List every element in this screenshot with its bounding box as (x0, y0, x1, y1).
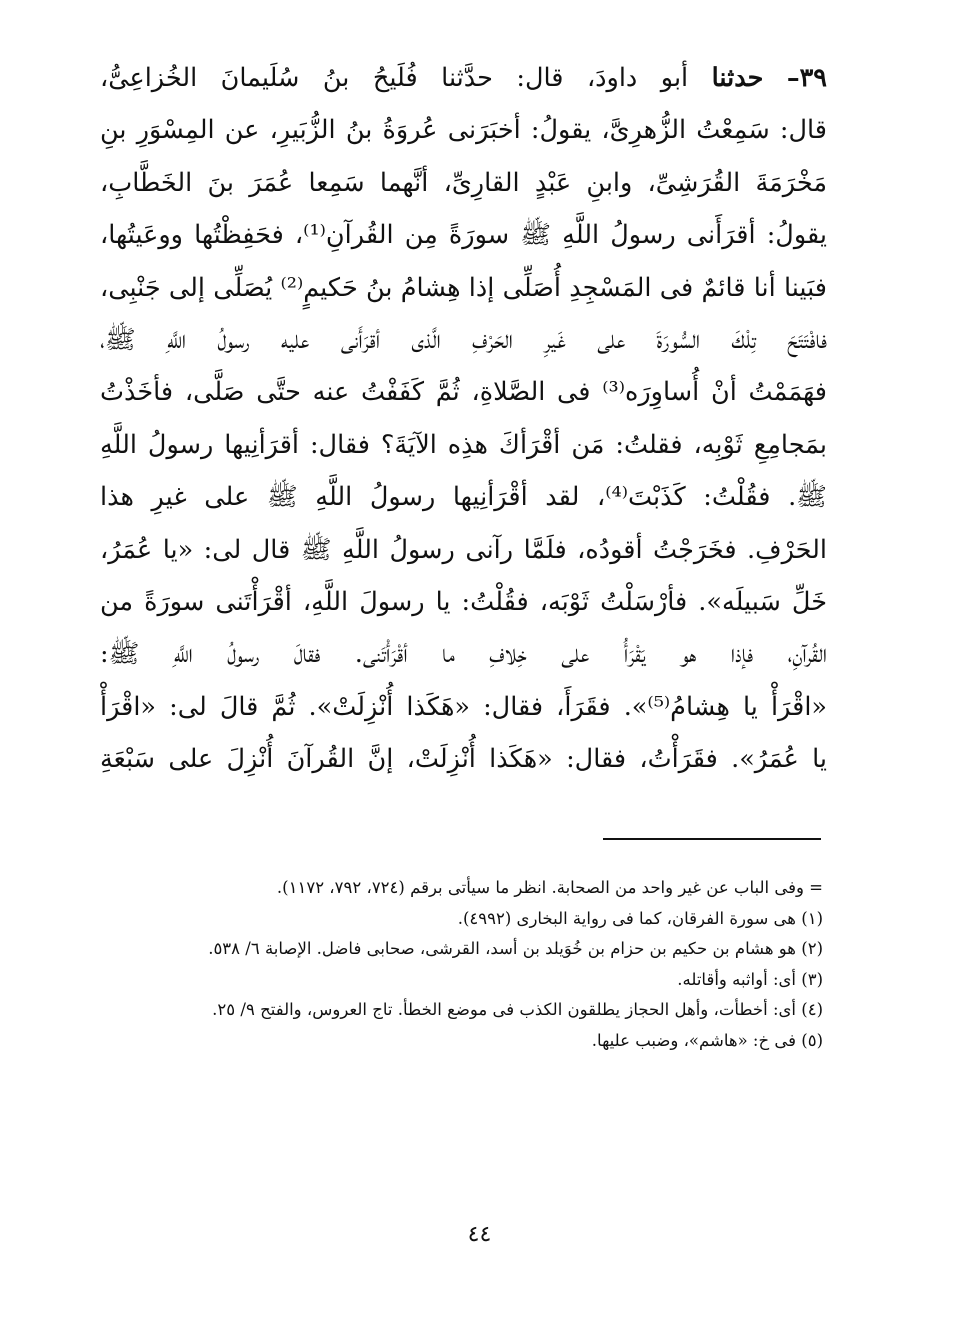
footnote-separator (603, 838, 821, 840)
footnote-2: (٢) هو هشام بن حكيم بن حزام بن خُوَيلد بن أسد، القرشى، صحابى فاضل. الإصابة ٦/ ٥٣٨. (208, 939, 823, 959)
hadith-line-8: بمَجامِعِ ثَوْبِه، فقلتُ: مَن أقْرَأكَ هذِه الآيَةَ؟ فقال: أقرَأنِيها رسولُ اللَّهِ (100, 429, 827, 460)
hadith-line-9: ﷺ. فقُلْتُ: كَذَبْتَ⁽⁴⁾، لقد أقْرَأنِيها رسولُ اللَّهِ ﷺ على غيرِ هذا (100, 482, 827, 513)
hadith-line-3: مَخْرَمَةَ القُرَشِىِّ، وابنِ عَبْدٍ القارِىِّ، أنَّهما سَمِعا عُمَرَ بنَ الخَطَّابِ، (100, 167, 827, 198)
hadith-line-14: يا عُمَرُ». فقَرَأْتُ، فقال: «هَكَذا أُنْزِلَتْ، إنَّ القُرآنَ أُنْزِلَ على سَبْعَةِ (100, 744, 827, 775)
hadith-line-7: فهَمَمْتُ أنْ أُساوِرَه⁽³⁾ فى الصَّلاةِ، ثُمَّ كَفَفْتُ عنه حتَّى صَلَّى، فأخَذْتُ (100, 377, 827, 408)
footnote-5: (٥) فى خ: «هاشم»، وضبب عليها. (591, 1030, 823, 1050)
hadith-line-6: فافْتَتَحَ تِلْكَ السُّورَةَ على غَيرِ الحَرْفِ الَّذى أقرَأَنى عليه رسولُ اللَّهِ ﷺ، (100, 324, 827, 355)
hadith-line-12: القُرآنِ، فإذا هو يَقْرَأُ على خِلافِ ما أقْرَأْتَنى. فقالَ رسولُ اللَّهِ ﷺ: (100, 639, 827, 670)
hadith-line-13: «اقْرَأْ يا هِشامُ⁽⁵⁾». فقَرَأَ، فقال: «هَكَذا أُنْزِلَتْ». ثُمَّ قالَ لى: «اقْرَأْ (100, 691, 828, 722)
footnote-1: (١) هى سورة الفرقان، كما فى رواية البخارى (٤٩٩٢). (457, 908, 823, 928)
hadith-line-5: فبَينا أنا قائمٌ فى المَسْجِدِ أُصَلِّى إذا هِشامُ بنُ حَكيمٍ⁽²⁾ يُصَلِّى إلى جَنْبِى، (100, 272, 827, 303)
footnote-continuation: = وفى الباب عن غير واحد من الصحابة. انظر ما سيأتى برقم (٧٢٤، ٧٩٢، ١١٧٢). (276, 878, 823, 897)
footnote-3: (٣) أى: أواثبه وأقاتله. (677, 969, 823, 989)
hadith-number: ٣٩– (786, 63, 828, 93)
hadith-line-11: خَلِّ سَبيلَه». فأرْسَلْتُ ثَوْبَه، فقُلْتُ: يا رسولَ اللَّهِ، أقْرَأْتَنى سورَةً من (100, 586, 827, 617)
page-number: ٤٤ (467, 1222, 492, 1247)
hadith-line-10: الحَرْفِ. فخَرَجْتُ أقودُه، فلَمَّا رآنى رسولُ اللَّهِ ﷺ قال لى: «يا عُمَرُ، (100, 534, 827, 565)
narration-verb: حدثنا (711, 63, 764, 93)
hadith-text (100, 52, 827, 785)
hadith-line-2: قال: سَمِعْتُ الزُّهرِىَّ، يقولُ: أخبَرَنى عُروَةُ بنُ الزُّبَيرِ، عن المِسْوَرِ بنِ (100, 115, 827, 146)
hadith-line-text: أبو داودَ، قال: حدَّثنا فُلَيحُ بنُ سُلَيمانَ الخُزاعِىُّ، (100, 63, 689, 93)
footnote-4: (٤) أى: أخطأت، وأهل الحجاز يطلقون الكذب فى موضع الخطأ. تاج العروس، والفتح ٩/ ٢٥. (212, 1000, 823, 1020)
footnotes (112, 873, 823, 1057)
hadith-line-1 (100, 52, 827, 104)
hadith-line-4: يقولُ: أقرَأَنى رسولُ اللَّهِ ﷺ سورَةً مِن القُرآنِ⁽¹⁾، فحَفِظْتُها ووعَيتُها، (100, 220, 827, 251)
